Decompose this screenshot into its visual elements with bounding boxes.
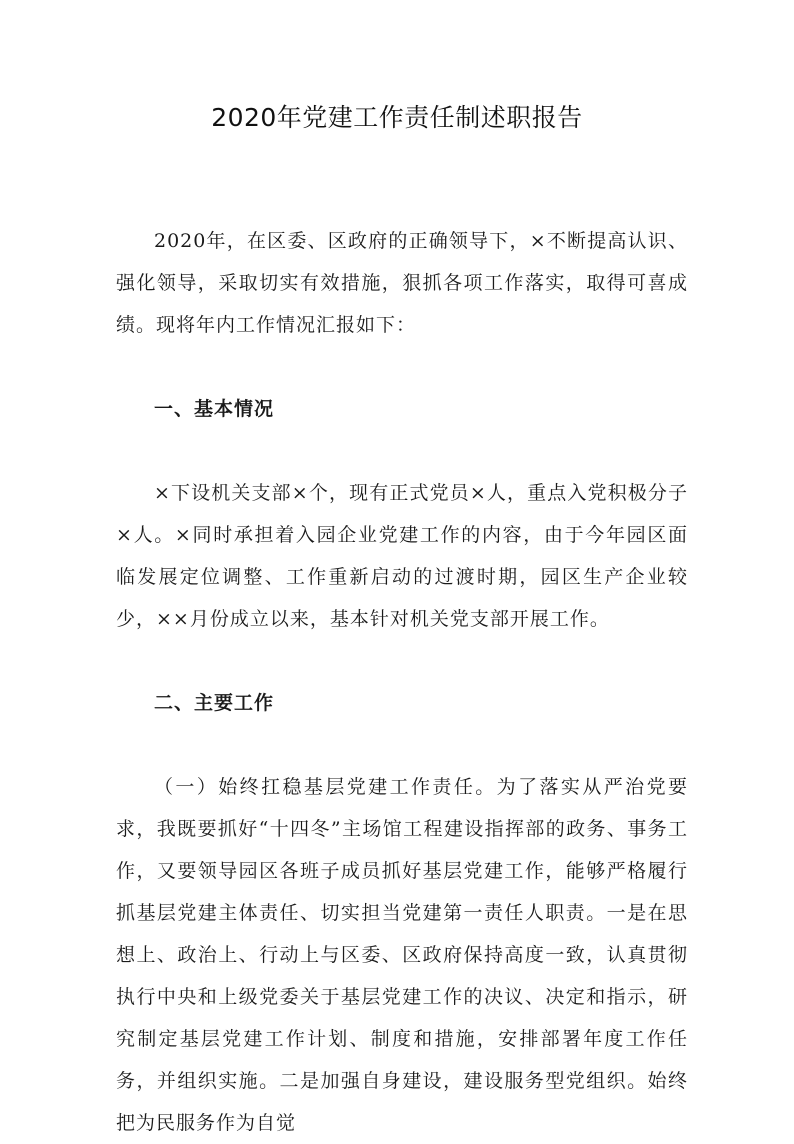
spacer [116, 346, 688, 388]
spacer [116, 640, 688, 682]
section-heading-basic: 一、基本情况 [154, 398, 275, 420]
spacer [116, 430, 688, 472]
document-title: 2020年党建工作责任制述职报告 [211, 103, 583, 132]
section-heading-main-work: 二、主要工作 [154, 692, 275, 714]
section-paragraph-main-work: （一）始终扛稳基层党建工作责任。为了落实从严治党要求，我既要抓好“十四冬”主场馆工程建设指挥部的政务、事务工作，又要领导园区各班子成员抓好基层党建工作，能够严格履行抓基层党建主体责任、切实担当党建第一责任人职责。一是在思想上、政治上、行动上与区委、区政府保持高度一致，认真贯彻执行中央和上级党委关于基层党建工作的决议、决定和指示，研究制定基层党建工作计划、制度和措施，安排部署年度工作任务，并组织实施。二是加强自身建设，建设服务型党组织。始终把为民服务作为自觉 [116, 776, 688, 1134]
document-body [116, 220, 688, 1144]
section-paragraph-basic: ×下设机关支部×个，现有正式党员×人，重点入党积极分子×人。×同时承担着入园企业党建工作的内容，由于今年园区面临发展定位调整、工作重新启动的过渡时期，园区生产企业较少，××月份成立以来，基本针对机关党支部开展工作。 [116, 482, 688, 630]
intro-paragraph: 2020年，在区委、区政府的正确领导下，×不断提高认识、强化领导，采取切实有效措施，狠抓各项工作落实，取得可喜成绩。现将年内工作情况汇报如下： [116, 230, 688, 336]
spacer [116, 724, 688, 766]
